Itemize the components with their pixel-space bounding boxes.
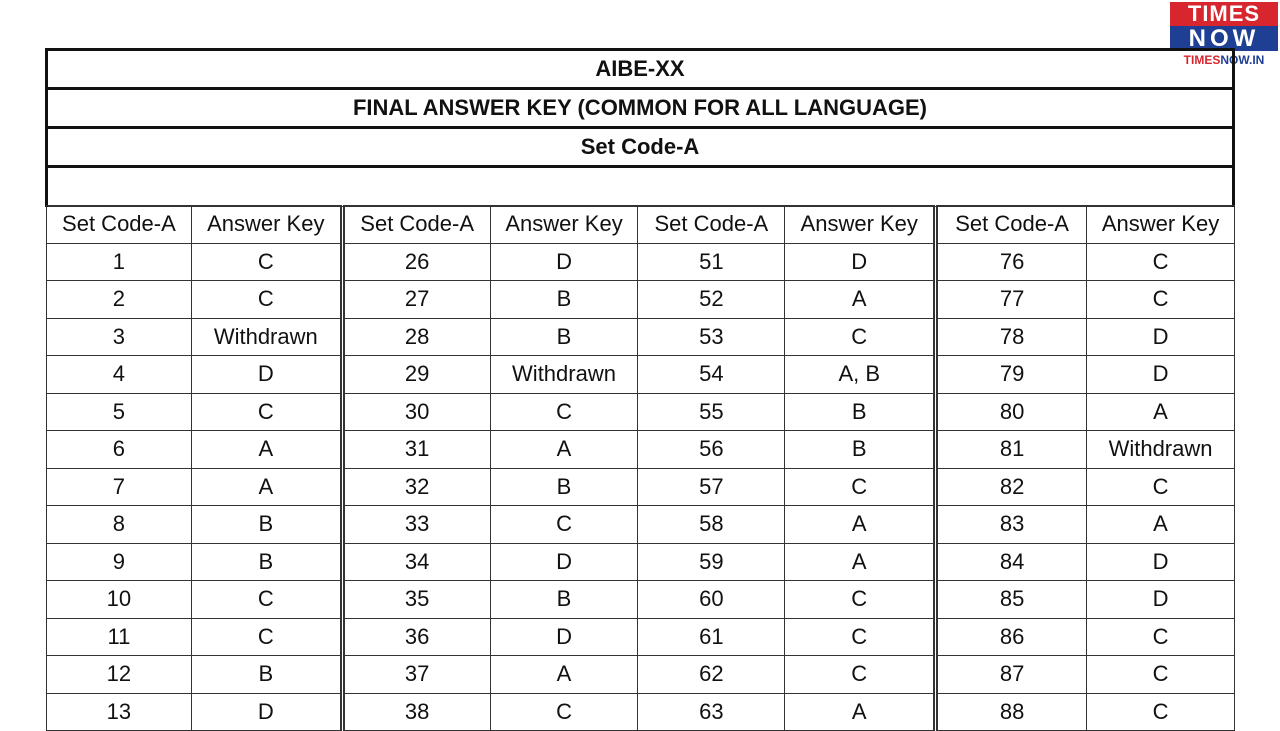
question-number-cell: 9	[47, 543, 192, 581]
question-number-cell: 57	[638, 468, 785, 506]
question-number-cell: 77	[936, 281, 1087, 319]
table-row	[47, 656, 1235, 694]
answer-cell: D	[490, 618, 638, 656]
table-row	[47, 393, 1235, 431]
question-number-cell: 86	[936, 618, 1087, 656]
logo-url: TIMESNOW.IN	[1183, 53, 1265, 67]
answer-cell: A	[785, 693, 936, 731]
answer-cell: Withdrawn	[1087, 431, 1235, 469]
question-number-cell: 82	[936, 468, 1087, 506]
answer-cell: A	[490, 431, 638, 469]
question-number-cell: 55	[638, 393, 785, 431]
question-number-cell: 31	[342, 431, 490, 469]
question-number-cell: 12	[47, 656, 192, 694]
table-row	[47, 581, 1235, 619]
table-row	[47, 431, 1235, 469]
document-title: FINAL ANSWER KEY (COMMON FOR ALL LANGUAGE)	[48, 90, 1232, 129]
question-number-cell: 60	[638, 581, 785, 619]
answer-cell: C	[191, 281, 342, 319]
set-code-header: Set Code-A	[638, 206, 785, 244]
answer-cell: B	[785, 393, 936, 431]
question-number-cell: 32	[342, 468, 490, 506]
answer-cell: C	[490, 506, 638, 544]
blank-row	[48, 168, 1232, 207]
answer-key-header	[45, 48, 1235, 207]
answer-cell: C	[490, 393, 638, 431]
question-number-cell: 63	[638, 693, 785, 731]
answer-key-header: Answer Key	[490, 206, 638, 244]
answer-cell: C	[1087, 281, 1235, 319]
answer-cell: B	[191, 506, 342, 544]
answer-cell: B	[490, 468, 638, 506]
question-number-cell: 79	[936, 356, 1087, 394]
answer-cell: A	[191, 431, 342, 469]
question-number-cell: 29	[342, 356, 490, 394]
question-number-cell: 52	[638, 281, 785, 319]
question-number-cell: 51	[638, 243, 785, 281]
answer-cell: C	[785, 618, 936, 656]
answer-cell: C	[1087, 468, 1235, 506]
question-number-cell: 2	[47, 281, 192, 319]
question-number-cell: 53	[638, 318, 785, 356]
answer-cell: C	[1087, 243, 1235, 281]
answer-cell: B	[191, 656, 342, 694]
answer-key-header: Answer Key	[1087, 206, 1235, 244]
table-row	[47, 693, 1235, 731]
answer-cell: A	[785, 281, 936, 319]
answer-cell: A	[785, 506, 936, 544]
answer-cell: D	[191, 693, 342, 731]
table-row	[47, 543, 1235, 581]
table-row	[47, 506, 1235, 544]
answer-cell: A	[191, 468, 342, 506]
answer-cell: A	[1087, 506, 1235, 544]
question-number-cell: 34	[342, 543, 490, 581]
answer-cell: B	[785, 431, 936, 469]
answer-cell: C	[1087, 618, 1235, 656]
answer-cell: B	[191, 543, 342, 581]
answer-cell: C	[785, 581, 936, 619]
answer-cell: C	[785, 656, 936, 694]
answer-cell: Withdrawn	[191, 318, 342, 356]
answer-cell: C	[191, 243, 342, 281]
question-number-cell: 83	[936, 506, 1087, 544]
question-number-cell: 80	[936, 393, 1087, 431]
exam-title: AIBE-XX	[48, 51, 1232, 90]
answer-cell: D	[1087, 581, 1235, 619]
table-row	[47, 356, 1235, 394]
question-number-cell: 13	[47, 693, 192, 731]
question-number-cell: 76	[936, 243, 1087, 281]
logo-now: NOW	[1170, 26, 1278, 51]
table-row	[47, 468, 1235, 506]
set-code-header: Set Code-A	[342, 206, 490, 244]
answer-cell: C	[191, 581, 342, 619]
answer-cell: Withdrawn	[490, 356, 638, 394]
question-number-cell: 38	[342, 693, 490, 731]
question-number-cell: 7	[47, 468, 192, 506]
table-row	[47, 618, 1235, 656]
question-number-cell: 4	[47, 356, 192, 394]
question-number-cell: 59	[638, 543, 785, 581]
set-code-header: Set Code-A	[47, 206, 192, 244]
answer-cell: A	[1087, 393, 1235, 431]
question-number-cell: 87	[936, 656, 1087, 694]
answer-cell: D	[1087, 318, 1235, 356]
answer-cell: D	[490, 543, 638, 581]
question-number-cell: 28	[342, 318, 490, 356]
answer-cell: C	[1087, 656, 1235, 694]
question-number-cell: 85	[936, 581, 1087, 619]
set-code-header: Set Code-A	[936, 206, 1087, 244]
question-number-cell: 30	[342, 393, 490, 431]
answer-cell: C	[785, 468, 936, 506]
answer-key-table	[46, 205, 1235, 731]
question-number-cell: 88	[936, 693, 1087, 731]
question-number-cell: 33	[342, 506, 490, 544]
answer-cell: C	[191, 618, 342, 656]
question-number-cell: 11	[47, 618, 192, 656]
question-number-cell: 3	[47, 318, 192, 356]
answer-cell: C	[191, 393, 342, 431]
question-number-cell: 37	[342, 656, 490, 694]
question-number-cell: 10	[47, 581, 192, 619]
answer-cell: D	[191, 356, 342, 394]
answer-cell: A	[490, 656, 638, 694]
question-number-cell: 26	[342, 243, 490, 281]
answer-cell: D	[1087, 356, 1235, 394]
question-number-cell: 5	[47, 393, 192, 431]
question-number-cell: 56	[638, 431, 785, 469]
question-number-cell: 35	[342, 581, 490, 619]
answer-cell: D	[1087, 543, 1235, 581]
set-code-title: Set Code-A	[48, 129, 1232, 168]
question-number-cell: 58	[638, 506, 785, 544]
answer-cell: D	[490, 243, 638, 281]
answer-cell: B	[490, 581, 638, 619]
answer-cell: D	[785, 243, 936, 281]
question-number-cell: 61	[638, 618, 785, 656]
question-number-cell: 8	[47, 506, 192, 544]
question-number-cell: 62	[638, 656, 785, 694]
table-row	[47, 281, 1235, 319]
question-number-cell: 36	[342, 618, 490, 656]
answer-cell: A, B	[785, 356, 936, 394]
question-number-cell: 54	[638, 356, 785, 394]
answer-cell: C	[785, 318, 936, 356]
answer-cell: B	[490, 281, 638, 319]
question-number-cell: 6	[47, 431, 192, 469]
question-number-cell: 1	[47, 243, 192, 281]
answer-cell: C	[1087, 693, 1235, 731]
logo-times: TIMES	[1170, 2, 1278, 26]
answer-cell: B	[490, 318, 638, 356]
table-row	[47, 243, 1235, 281]
answer-cell: C	[490, 693, 638, 731]
question-number-cell: 81	[936, 431, 1087, 469]
table-header-row	[47, 206, 1235, 244]
table-row	[47, 318, 1235, 356]
question-number-cell: 27	[342, 281, 490, 319]
answer-key-header: Answer Key	[785, 206, 936, 244]
question-number-cell: 78	[936, 318, 1087, 356]
answer-cell: A	[785, 543, 936, 581]
answer-key-header: Answer Key	[191, 206, 342, 244]
question-number-cell: 84	[936, 543, 1087, 581]
